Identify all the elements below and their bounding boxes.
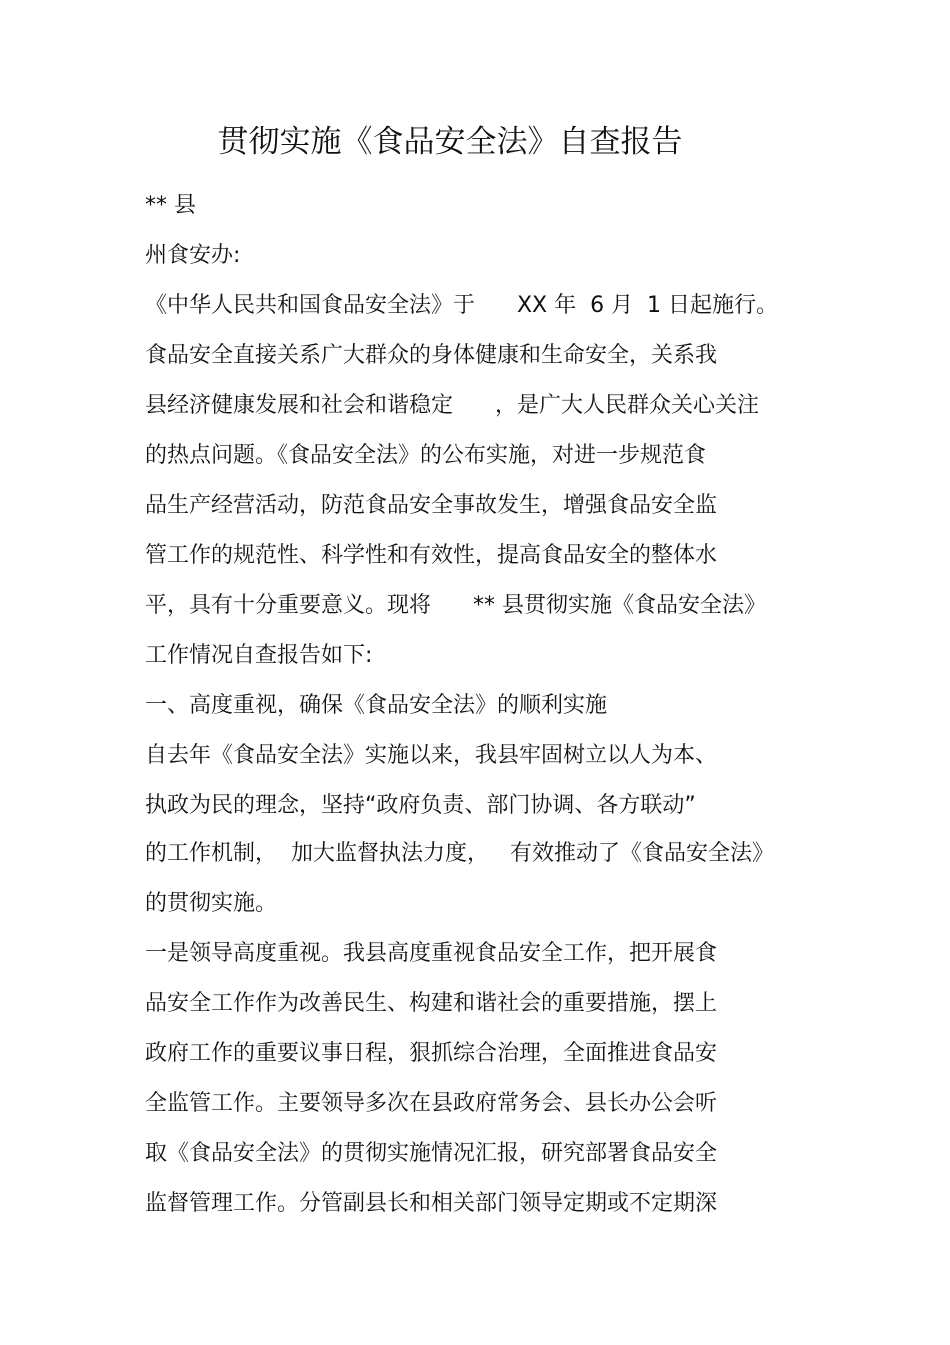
text-line: 自去年《食品安全法》实施以来，我县牢固树立以人为本、 <box>145 743 718 768</box>
text-line: 的热点问题。《食品安全法》的公布实施，对进一步规范食 <box>145 443 707 468</box>
text-line: 执政为民的理念，坚持“政府负责、部门协调、各方联动” <box>145 793 696 818</box>
section-heading: 一、高度重视，确保《食品安全法》的顺利实施 <box>145 693 608 718</box>
text-line: 管工作的规范性、科学性和有效性，提高食品安全的整体水 <box>145 543 718 568</box>
text-line: 食品安全直接关系广大群众的身体健康和生命安全，关系我 <box>145 343 718 368</box>
text-line: 监督管理工作。分管副县长和相关部门领导定期或不定期深 <box>145 1191 718 1216</box>
text-line: 工作情况自查报告如下: <box>145 643 373 668</box>
text-line: 全监管工作。主要领导多次在县政府常务会、县长办公会听 <box>145 1091 718 1116</box>
text-line: 品安全工作作为改善民生、构建和谐社会的重要措施，摆上 <box>145 991 718 1016</box>
text-line: 一是领导高度重视。我县高度重视食品安全工作，把开展食 <box>145 941 718 966</box>
text-line: 取《食品安全法》的贯彻实施情况汇报，研究部署食品安全 <box>145 1141 718 1166</box>
document-title: 贯彻实施《食品安全法》自查报告 <box>217 124 683 160</box>
text-line: 县经济健康发展和社会和谐稳定 ，是广大人民群众关心关注 <box>145 393 759 418</box>
text-line: 的贯彻实施。 <box>145 891 278 916</box>
text-line: 的工作机制， 加大监督执法力度， 有效推动了《食品安全法》 <box>145 841 774 866</box>
text-line: ** 县 <box>145 193 196 218</box>
text-line: 《中华人民共和国食品安全法》于 XX 年 6 月 1 日起施行。 <box>145 293 779 318</box>
text-line: 州食安办: <box>145 243 241 268</box>
text-line: 品生产经营活动，防范食品安全事故发生，增强食品安全监 <box>145 493 718 518</box>
text-line: 政府工作的重要议事日程，狠抓综合治理，全面推进食品安 <box>145 1041 718 1066</box>
text-line: 平，具有十分重要意义。现将 ** 县贯彻实施《食品安全法》 <box>145 593 766 618</box>
